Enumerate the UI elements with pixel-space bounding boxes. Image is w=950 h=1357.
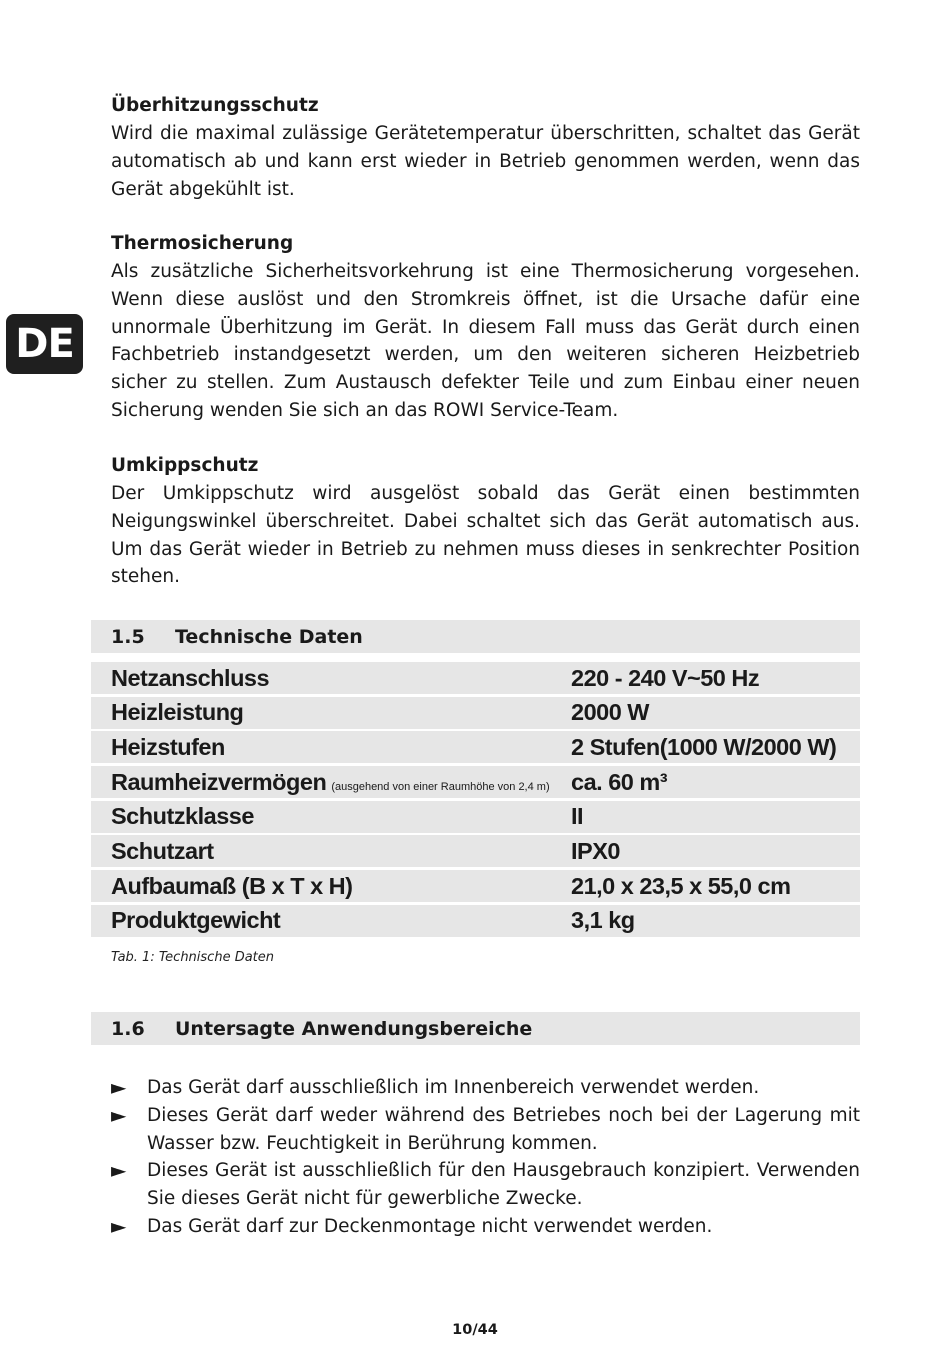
page-number: 10/44	[452, 1322, 498, 1338]
row-label: Raumheizvermögen (ausgehend von einer Raumhöhe von 2,4 m)	[111, 768, 550, 795]
list-item	[111, 1157, 860, 1213]
technical-data-table	[91, 662, 860, 940]
row-value: 2000 W	[571, 699, 649, 726]
row-label: Produktgewicht	[111, 907, 281, 934]
section-overheat	[111, 92, 860, 203]
row-value: 21,0 x 23,5 x 55,0 cm	[571, 872, 791, 899]
section-text: Als zusätzliche Sicherheitsvorkehrung ist eine Thermosicherung vorgesehen. Wenn diese auslöst und den Stromkreis öffnet, ist die Ursache dafür eine unnormale Überhitzung im Gerät. In diesem Fall muss das Gerät durch einen Fachbetrieb instandgesetzt werden, um den weiteren sicheren Heizbetrieb sicher zu stellen. Zum Austausch defekter Teile und zum Einbau einer neuen Sicherung wenden Sie sich an das ROWI Service-Team.	[111, 261, 860, 421]
row-label: Heizleistung	[111, 699, 244, 726]
list-item-text: Dieses Gerät darf weder während des Betriebes noch bei der Lagerung mit Wasser bzw. Feuchtigkeit in Berührung kommen.	[147, 1104, 860, 1154]
table-row	[91, 697, 860, 729]
row-label: Heizstufen	[111, 733, 225, 760]
table-row	[91, 870, 860, 902]
section-title: Überhitzungsschutz	[111, 95, 319, 116]
row-value: 220 - 240 V~50 Hz	[571, 664, 760, 691]
triangle-bullet-icon: ►	[111, 1213, 127, 1238]
section-title: Thermosicherung	[111, 233, 294, 254]
heading-title: Technische Daten	[175, 625, 363, 648]
table-caption: Tab. 1: Technische Daten	[111, 950, 275, 965]
triangle-bullet-icon: ►	[111, 1075, 127, 1099]
row-note: (ausgehend von einer Raumhöhe von 2,4 m)	[331, 780, 550, 793]
row-value: 3,1 kg	[571, 907, 635, 934]
row-label: Schutzart	[111, 837, 214, 864]
row-value: II	[571, 803, 584, 830]
prohibited-list	[111, 1074, 860, 1241]
triangle-bullet-icon: ►	[111, 1102, 127, 1127]
list-item-text: Das Gerät darf ausschließlich im Innenbereich verwendet werden.	[147, 1077, 760, 1098]
list-item-text: Dieses Gerät ist ausschließlich für den Hausgebrauch konzipiert. Verwenden Sie dieses Gerät nicht für gewerbliche Zwecke.	[147, 1160, 860, 1210]
heading-technical-data	[91, 620, 860, 653]
table-row	[91, 731, 860, 763]
heading-prohibited-uses	[91, 1012, 860, 1045]
row-value: IPX0	[571, 837, 620, 864]
list-item	[111, 1213, 860, 1241]
table-row	[91, 801, 860, 833]
heading-title: Untersagte Anwendungsbereiche	[175, 1017, 533, 1040]
row-label: Schutzklasse	[111, 803, 254, 830]
section-text: Der Umkippschutz wird ausgelöst sobald das Gerät einen bestimmten Neigungswinkel überschreitet. Dabei schaltet sich das Gerät automatisch aus. Um das Gerät wieder in Betrieb zu nehmen muss dieses in senkrechter Position stehen.	[111, 483, 860, 588]
table-row	[91, 835, 860, 867]
triangle-bullet-icon: ►	[111, 1158, 127, 1183]
row-value: ca. 60 m³	[571, 768, 668, 795]
heading-number: 1.6	[111, 1017, 145, 1040]
list-item	[111, 1074, 860, 1102]
section-title: Umkippschutz	[111, 455, 259, 476]
section-tipover	[111, 452, 860, 591]
table-row	[91, 662, 860, 694]
table-row	[91, 766, 860, 798]
row-label: Aufbaumaß (B x T x H)	[111, 872, 353, 899]
row-label: Netzanschluss	[111, 664, 270, 691]
section-text: Wird die maximal zulässige Gerätetemperatur überschritten, schaltet das Gerät automatisch ab und kann erst wieder in Betrieb genommen werden, wenn das Gerät abgekühlt ist.	[111, 123, 860, 200]
section-thermofuse	[111, 230, 860, 425]
table-row	[91, 905, 860, 937]
heading-number: 1.5	[111, 625, 145, 648]
row-value: 2 Stufen(1000 W/2000 W)	[571, 733, 837, 760]
list-item-text: Das Gerät darf zur Deckenmontage nicht verwendet werden.	[147, 1215, 713, 1237]
list-item	[111, 1102, 860, 1158]
language-tab: DE	[6, 314, 83, 374]
